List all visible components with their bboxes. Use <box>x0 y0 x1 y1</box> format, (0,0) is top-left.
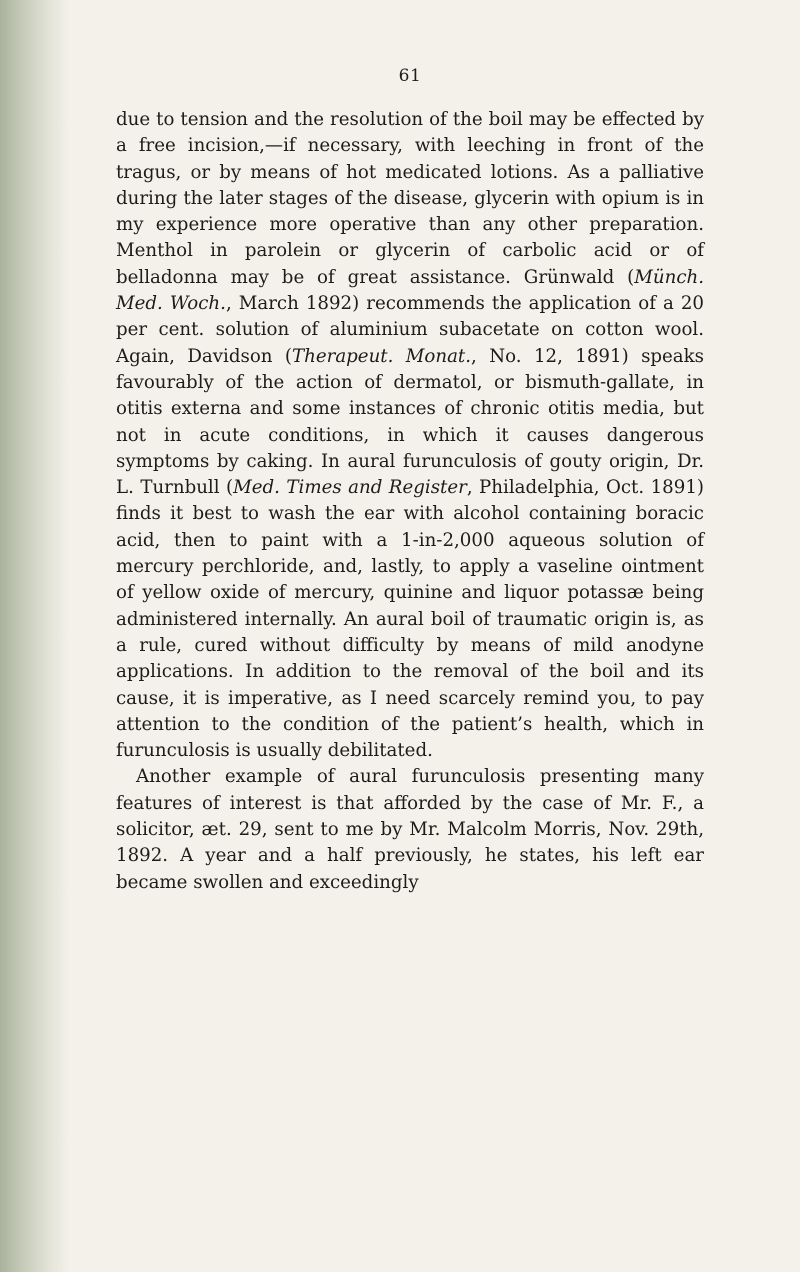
paragraph-treatment <box>116 107 704 764</box>
citation-italic: Therapeut. Monat. <box>292 345 472 367</box>
text-run: , March 1892) recommends the application of a 20 per cent. solution of aluminium subacetate on cotton wool. Again, Davidson ( <box>116 293 704 367</box>
text-run: , Philadelphia, Oct. 1891) finds it best to wash the ear with alcohol containing boracic acid, then to paint with a 1-in-2,000 aqueous solution of mercury perchloride, and, lastly, to apply a vaseline ointment of yellow oxide of mercury, quinine and liquor potassæ being administered internally. An aural boil of traumatic origin is, as a rule, cured without difficulty by means of mild anodyne applications. In addition to the removal of the boil and its cause, it is imperative, as I need scarcely remind you, to pay attention to the condition of the patient’s health, which in furunculosis is usually debilitated. <box>116 477 704 762</box>
text-run: Another example of aural furunculosis presenting many features of interest is that afforded by the case of Mr. F., a solicitor, æt. 29, sent to me by Mr. Malcolm Morris, Nov. 29th, 1892. A year and a half previously, he states, his left ear became swollen and exceedingly <box>116 766 704 893</box>
paragraph-case-example <box>116 764 704 895</box>
page-gutter-shadow <box>0 0 70 1272</box>
text-run: , No. 12, 1891) speaks favourably of the action of dermatol, or bismuth-gallate, in otitis externa and some instances of chronic otitis media, but not in acute conditions, in which it causes dangerous symptoms by caking. In aural furunculosis of gouty origin, Dr. L. Turnbull ( <box>116 345 705 499</box>
citation-italic: Med. Times and Register <box>233 477 467 499</box>
body-text <box>116 107 704 896</box>
page-number: 61 <box>398 66 422 86</box>
citation-italic: Münch. Med. Woch. <box>116 266 704 315</box>
text-run: due to tension and the resolution of the boil may be effected by a free incision,—if necessary, with leeching in front of the tragus, or by means of hot medicated lotions. As a palliative during the later stages of the disease, glycerin with opium is in my experience more operative than any other preparation. Menthol in parolein or glycerin of carbolic acid or of belladonna may be of great assistance. Grünwald ( <box>116 109 704 288</box>
